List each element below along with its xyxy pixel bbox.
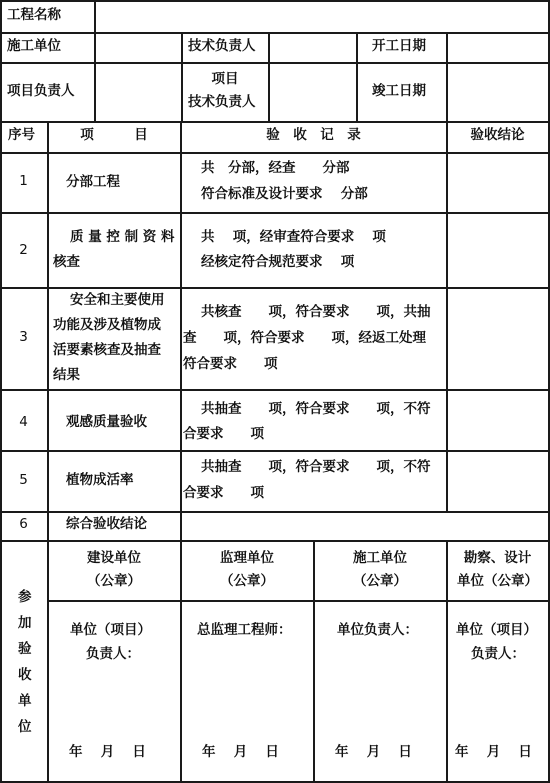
side-label-char: 单: [18, 693, 32, 709]
rule: [0, 511, 550, 513]
rule: [47, 121, 49, 783]
unit-name: 勘察、设计: [463, 550, 532, 566]
date-label: 年 月 日: [455, 744, 532, 760]
signer-label: 单位（项目）: [456, 622, 537, 638]
item-label: 分部工程: [66, 174, 120, 190]
unit-name: 建设单位: [87, 550, 141, 566]
unit-seal: （公章）: [87, 573, 141, 589]
rule: [0, 450, 550, 452]
completion-date-label: 竣工日期: [372, 83, 426, 99]
item-label: 观感质量验收: [66, 414, 147, 430]
rule: [0, 389, 550, 391]
rule: [0, 121, 550, 123]
rule: [0, 540, 550, 542]
rule: [0, 62, 550, 64]
signer-label: 单位负责人：: [337, 622, 418, 638]
column-header-record: 验 收 记 录: [266, 127, 361, 143]
rule: [0, 152, 550, 154]
column-header-item: 项 目: [80, 127, 148, 143]
item-label: 植物成活率: [66, 472, 134, 488]
side-label-char: 收: [18, 667, 32, 683]
unit-seal: 单位（公章）: [457, 573, 538, 589]
signer-label: 单位（项目）: [70, 622, 151, 638]
row-number: 1: [19, 173, 28, 189]
rule: [94, 0, 96, 122]
project-manager-label: 项目负责人: [7, 83, 75, 99]
project-name-label: 工程名称: [7, 7, 61, 23]
table-border-bottom: [0, 781, 550, 783]
record-text: 符合标准及设计要求 分部: [201, 186, 368, 202]
rule: [47, 600, 550, 602]
record-text: 经核定符合规范要求 项: [201, 254, 355, 270]
date-label: 年 月 日: [202, 744, 279, 760]
unit-name: 监理单位: [220, 550, 274, 566]
record-text: 共抽查 项，符合要求 项，不符: [201, 401, 431, 417]
item-label: 综合验收结论: [66, 516, 147, 532]
date-label: 年 月 日: [69, 744, 146, 760]
project-tech-lead-label: 项目: [211, 71, 239, 87]
tech-lead-label: 技术负责人: [188, 38, 256, 54]
rule: [180, 121, 182, 541]
table-border-right: [548, 0, 550, 783]
row-number: 5: [19, 472, 28, 488]
construction-unit-label: 施工单位: [7, 38, 61, 54]
rule: [356, 32, 358, 122]
item-label: 活要素核查及抽查: [53, 342, 161, 358]
side-label-char: 位: [18, 719, 32, 735]
record-text: 共核查 项，符合要求 项，共抽: [201, 304, 431, 320]
unit-seal: （公章）: [353, 573, 407, 589]
column-header-seq: 序号: [8, 127, 35, 143]
rule: [446, 32, 448, 122]
side-label-char: 加: [18, 615, 32, 631]
record-text: 共 分部，经查 分部: [201, 160, 350, 176]
side-label-char: 参: [18, 589, 32, 605]
project-tech-lead-label: 技术负责人: [188, 94, 256, 110]
record-text: 共 项，经审查符合要求 项: [201, 229, 386, 245]
row-number: 2: [19, 242, 28, 258]
record-text: 查 项，符合要求 项，经返工处理: [183, 330, 426, 346]
start-date-label: 开工日期: [372, 38, 426, 54]
item-label: 质 量 控 制 资 料: [70, 229, 175, 245]
unit-seal: （公章）: [220, 573, 274, 589]
rule: [446, 121, 448, 512]
rule: [0, 212, 550, 214]
date-label: 年 月 日: [335, 744, 412, 760]
unit-name: 施工单位: [353, 550, 407, 566]
item-label: 功能及涉及植物成: [53, 317, 161, 333]
signer-label: 总监理工程师：: [197, 622, 292, 638]
column-header-conclusion: 验收结论: [470, 127, 525, 143]
rule: [0, 287, 550, 289]
row-number: 3: [19, 329, 28, 345]
row-number: 4: [19, 414, 28, 430]
item-label: 安全和主要使用: [70, 292, 165, 308]
record-text: 共抽查 项，符合要求 项，不符: [201, 459, 431, 475]
rule: [0, 32, 550, 34]
signer-label: 负责人：: [86, 646, 140, 662]
record-text: 合要求 项: [183, 426, 264, 442]
rule: [268, 32, 270, 122]
row-number: 6: [19, 516, 28, 532]
signer-label: 负责人：: [471, 646, 525, 662]
item-label: 结果: [53, 367, 80, 383]
item-label: 核查: [53, 254, 80, 270]
table-border-left: [0, 0, 2, 783]
side-label-char: 验: [18, 641, 32, 657]
record-text: 合要求 项: [183, 485, 264, 501]
record-text: 符合要求 项: [183, 356, 278, 372]
table-border-top: [0, 0, 550, 2]
